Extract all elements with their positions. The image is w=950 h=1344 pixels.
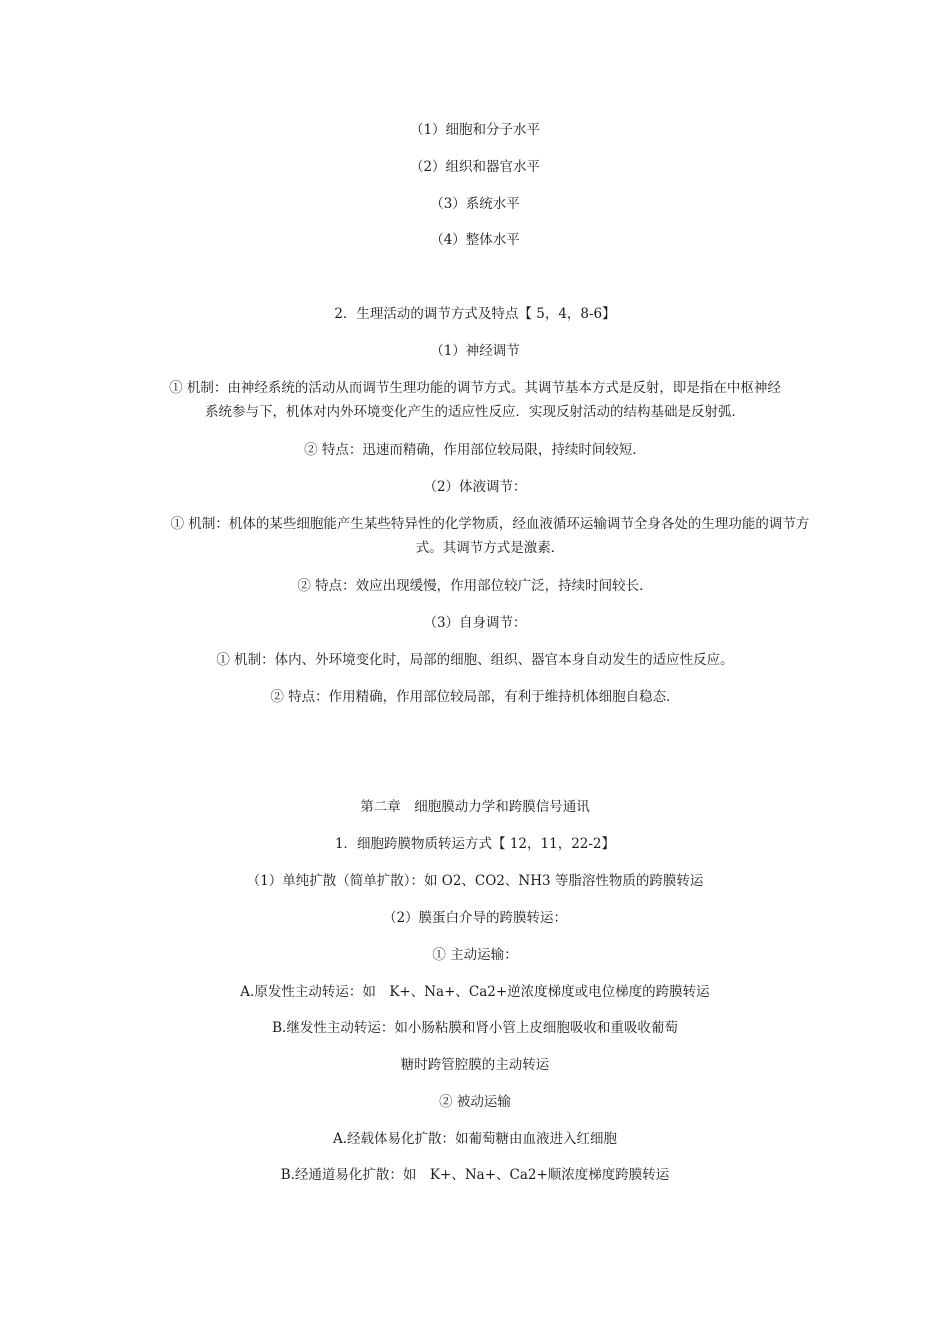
subheading-humoral: （2）体液调节：	[423, 479, 527, 495]
chapter-title: 第二章 细胞膜动力学和跨膜信号通讯	[360, 799, 590, 815]
level-item-3: （3）系统水平	[430, 196, 520, 212]
paragraph-neural-features: ② 特点：迅速而精确，作用部位较局限，持续时间较短．	[304, 442, 646, 458]
subheading-active-transport: ① 主动运输：	[432, 947, 518, 963]
paragraph-autoregulation-features: ② 特点：作用精确，作用部位较局部，有利于维持机体细胞自稳态．	[270, 689, 680, 705]
level-item-4: （4）整体水平	[430, 232, 520, 248]
subheading-passive-transport: ② 被动运输	[439, 1094, 511, 1110]
item-channel-facilitated: B.经通道易化扩散：如 K+、Na+、Ca2+顺浓度梯度跨膜转运	[280, 1167, 670, 1183]
section-heading-transport: 1．细胞跨膜物质转运方式【 12，11，22-2】	[334, 836, 616, 852]
item-primary-active: A.原发性主动转运：如 K+、Na+、Ca2+逆浓度梯度或电位梯度的跨膜转运	[240, 984, 710, 1000]
paragraph-neural-mechanism: ① 机制：由神经系统的活动从而调节生理功能的调节方式。其调节基本方式是反射，即是指在中枢神经系统参与下，机体对内外环境变化产生的适应性反应．实现反射活动的结构基础是反射弧．	[169, 380, 781, 420]
section-heading-regulation: 2．生理活动的调节方式及特点【 5，4，8-6】	[334, 306, 616, 322]
level-item-1: （1）细胞和分子水平	[409, 122, 541, 138]
item-carrier-facilitated: A.经载体易化扩散：如葡萄糖由血液进入红细胞	[332, 1131, 618, 1147]
subheading-neural: （1）神经调节	[430, 343, 520, 359]
paragraph-autoregulation-mechanism: ① 机制：体内、外环境变化时，局部的细胞、组织、器官本身自动发生的适应性反应。	[216, 652, 734, 668]
paragraph-humoral-mechanism: ① 机制：机体的某些细胞能产生某些特异性的化学物质，经血液循环运输调节全身各处的生理功能的调节方式。其调节方式是激素．	[170, 516, 810, 556]
item-simple-diffusion: （1）单纯扩散（简单扩散）：如 O2、CO2、NH3 等脂溶性物质的跨膜转运	[246, 873, 704, 889]
level-item-2: （2）组织和器官水平	[409, 159, 541, 175]
item-protein-mediated: （2）膜蛋白介导的跨膜转运：	[382, 910, 568, 926]
paragraph-humoral-features: ② 特点：效应出现缓慢，作用部位较广泛，持续时间较长．	[297, 578, 653, 594]
subheading-autoregulation: （3）自身调节：	[423, 615, 527, 631]
item-secondary-active-cont: 糖时跨管腔膜的主动转运	[400, 1057, 550, 1073]
item-secondary-active: B.继发性主动转运：如小肠粘膜和肾小管上皮细胞吸收和重吸收葡萄	[272, 1020, 678, 1036]
